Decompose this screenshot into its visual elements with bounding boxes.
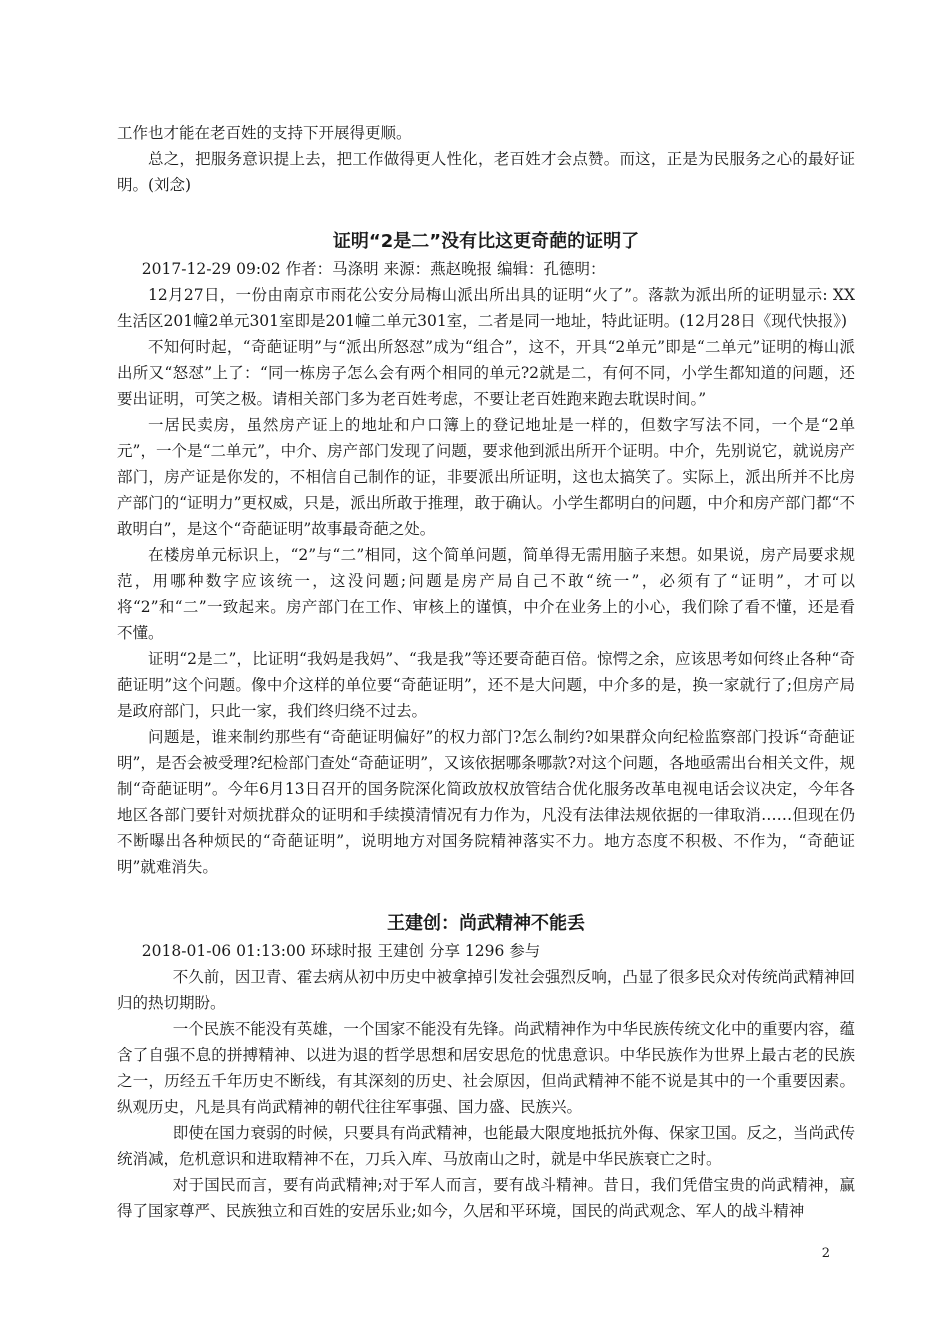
article-1-paragraph-4: 在楼房单元标识上，“2”与“二”相同，这个简单问题，简单得无需用脑子来想。如果说，房产局要求规范，用哪种数字应该统一，这没问题;问题是房产局自己不敢“统一”，必须有了“证明”，才可以将“2”和“二”一致起来。房产部门在工作、审核上的谨慎，中介在业务上的小心，我们除了看不懂，还是看不懂。 — [117, 546, 855, 642]
article-2-paragraph-2: 一个民族不能没有英雄，一个国家不能没有先锋。尚武精神作为中华民族传统文化中的重要内容，蕴含了自强不息的拼搏精神、以进为退的哲学思想和居安思危的忧患意识。中华民族作为世界上最古老的民族之一，历经五千年历史不断线，有其深刻的历史、社会原因，但尚武精神不能不说是其中的一个重要因素。纵观历史，凡是具有尚武精神的朝代往往军事强、国力盛、民族兴。 — [117, 1020, 855, 1116]
article-1-paragraph-5: 证明“2是二”，比证明“我妈是我妈”、“我是我”等还要奇葩百倍。惊愕之余，应该思考如何终止各种“奇葩证明”这个问题。像中介这样的单位要“奇葩证明”，还不是大问题，中介多的是，换一家就行了;但房产局是政府部门，只此一家，我们终归绕不过去。 — [117, 650, 855, 720]
article-2-meta: 2018-01-06 01:13:00 环球时报 王建创 分享 1296 参与 — [141, 942, 541, 960]
article-1-paragraph-1: 12月27日，一份由南京市雨花公安分局梅山派出所出具的证明“火了”。落款为派出所的证明显示: XX生活区201幢2单元301室即是201幢二单元301室，二者是同一地址，特此证明。(12月28日《现代快报》) — [117, 286, 855, 330]
article-1-paragraph-6: 问题是，谁来制约那些有“奇葩证明偏好”的权力部门?怎么制约?如果群众向纪检监察部门投诉“奇葩证明”，是否会被受理?纪检部门查处“奇葩证明”，又该依据哪条哪款?对这个问题，各地亟需出台相关文件，规制“奇葩证明”。今年6月13日召开的国务院深化简政放权放管结合优化服务改革电视电话会议决定，今年各地区各部门要针对烦扰群众的证明和手续摸清情况有力作为，凡没有法律法规依据的一律取消……但现在仍不断曝出各种烦民的“奇葩证明”，说明地方对国务院精神落实不力。地方态度不积极、不作为，“奇葩证明”就难消失。 — [117, 728, 855, 876]
article-1-title: 证明“2是二”没有比这更奇葩的证明了 — [332, 231, 640, 252]
article-1-meta: 2017-12-29 09:02 作者：马涤明 来源：燕赵晚报 编辑：孔德明： — [141, 260, 606, 278]
intro-paragraph-1: 工作也才能在老百姓的支持下开展得更顺。 — [117, 124, 412, 142]
page-content — [117, 120, 855, 1224]
article-1-paragraph-3: 一居民卖房，虽然房产证上的地址和户口簿上的登记地址是一样的，但数字写法不同，一个是“2单元”，一个是“二单元”，中介、房产部门发现了问题，要求他到派出所开个证明。中介，先别说它，就说房产部门，房产证是你发的，不相信自己制作的证，非要派出所证明，这也太搞笑了。实际上，派出所并不比房产部门的“证明力”更权威，只是，派出所敢于推理，敢于确认。小学生都明白的问题，中介和房产部门都“不敢明白”，是这个“奇葩证明”故事最奇葩之处。 — [117, 416, 855, 538]
article-2-paragraph-1: 不久前，因卫青、霍去病从初中历史中被拿掉引发社会强烈反响，凸显了很多民众对传统尚武精神回归的热切期盼。 — [117, 968, 855, 1012]
article-2-title: 王建创：尚武精神不能丢 — [387, 913, 585, 934]
article-1-paragraph-2: 不知何时起，“奇葩证明”与“派出所怒怼”成为“组合”，这不，开具“2单元”即是“二单元”证明的梅山派出所又“怒怼”上了：“同一栋房子怎么会有两个相同的单元?2就是二，有何不同，小学生都知道的问题，还要出证明，可笑之极。请相关部门多为老百姓考虑，不要让老百姓跑来跑去耽误时间。” — [117, 338, 855, 408]
article-2-paragraph-4: 对于国民而言，要有尚武精神;对于军人而言，要有战斗精神。昔日，我们凭借宝贵的尚武精神，赢得了国家尊严、民族独立和百姓的安居乐业;如今，久居和平环境，国民的尚武观念、军人的战斗精神 — [117, 1176, 855, 1220]
intro-paragraph-2: 总之，把服务意识提上去，把工作做得更人性化，老百姓才会点赞。而这，正是为民服务之心的最好证明。(刘念) — [117, 150, 855, 194]
article-2-paragraph-3: 即使在国力衰弱的时候，只要具有尚武精神，也能最大限度地抵抗外侮、保家卫国。反之，当尚武传统消减，危机意识和进取精神不在，刀兵入库、马放南山之时，就是中华民族衰亡之时。 — [117, 1124, 855, 1168]
page-number: 2 — [821, 1246, 830, 1261]
